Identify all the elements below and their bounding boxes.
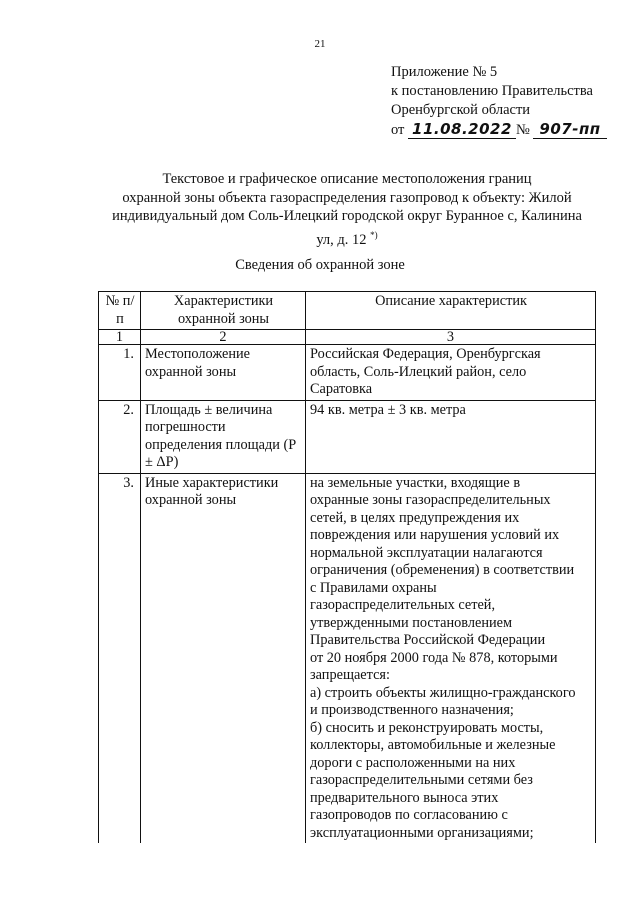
description-line: область, Соль-Илецкий район, село <box>310 363 527 380</box>
description-line: эксплуатационными организациями; <box>310 824 534 841</box>
appendix-date-prefix: от <box>391 122 405 138</box>
appendix-line-3: Оренбургской области <box>391 102 531 118</box>
title-line-3: индивидуальный дом Соль-Илецкий городской округ Буранное с, Калинина <box>112 208 582 224</box>
description-line: а) строить объекты жилищно-гражданского <box>310 684 576 701</box>
title-line-1: Текстовое и графическое описание местоположения границ <box>162 171 532 187</box>
document-title <box>100 170 594 249</box>
row-description <box>306 400 596 473</box>
description-line: дороги с расположенными на них <box>310 754 516 771</box>
description-line: 94 кв. метра ± 3 кв. метра <box>310 401 466 418</box>
table-row <box>99 400 596 473</box>
description-line: коллекторы, автомобильные и железные <box>310 737 556 753</box>
footnote-mark: *) <box>370 229 378 240</box>
row-number: 3. <box>99 473 141 843</box>
description-line: и производственного назначения; <box>310 702 514 718</box>
header-number: № п/п <box>99 292 141 330</box>
index-cell: 2 <box>141 330 306 345</box>
description-line: Российская Федерация, Оренбургская <box>310 346 541 362</box>
table-index-row <box>99 330 596 345</box>
description-line: повреждения или нарушения условий их <box>310 527 560 543</box>
appendix-signature-line <box>391 120 607 140</box>
header-characteristics: Характеристики охранной зоны <box>141 292 306 330</box>
handwritten-number: 907-пп <box>533 120 606 139</box>
description-line: б) сносить и реконструировать мосты, <box>310 719 544 736</box>
row-characteristic: Местоположение охранной зоны <box>141 345 306 401</box>
description-line: от 20 ноября 2000 года № 878, которыми <box>310 649 558 666</box>
description-line: нормальной эксплуатации налагаются <box>310 544 543 561</box>
page-number: 21 <box>314 38 326 50</box>
row-number: 2. <box>99 400 141 473</box>
description-line: сетей, в целях предупреждения их <box>310 509 520 526</box>
appendix-block <box>391 63 607 140</box>
row-description <box>306 345 596 401</box>
row-characteristic: Площадь ± величина погрешности определения площади (P ± ΔP) <box>141 400 306 473</box>
appendix-line-2: к постановлению Правительства <box>391 83 593 99</box>
description-line: предварительного выноса этих <box>310 789 499 806</box>
row-description <box>306 473 596 843</box>
description-line: с Правилами охраны <box>310 579 437 596</box>
description-line: запрещается: <box>310 667 390 683</box>
description-line: Правительства Российской Федерации <box>310 632 546 648</box>
header-description: Описание характеристик <box>306 292 596 330</box>
description-line: на земельные участки, входящие в <box>310 474 521 491</box>
appendix-line-1: Приложение № 5 <box>391 64 498 80</box>
table-header-row <box>99 292 596 330</box>
description-line: газопроводов по согласованию с <box>310 807 508 823</box>
description-line: газораспределительных сетей, <box>310 597 496 613</box>
handwritten-date: 11.08.2022 <box>408 120 516 139</box>
protected-zone-table <box>98 291 596 843</box>
index-cell: 1 <box>99 330 141 345</box>
row-number: 1. <box>99 345 141 401</box>
appendix-number-prefix: № <box>515 122 530 138</box>
title-line-4-wrap <box>100 226 594 249</box>
section-subtitle: Сведения об охранной зоне <box>235 257 405 273</box>
description-line: охранные зоны газораспределительных <box>310 492 551 508</box>
title-line-2: охранной зоны объекта газораспределения газопровод к объекту: Жилой <box>122 189 572 206</box>
row-characteristic: Иные характеристики охранной зоны <box>141 473 306 843</box>
description-line: ограничения (обременения) в соответствии <box>310 562 575 578</box>
title-line-4: ул, д. 12 <box>316 231 367 248</box>
table-row <box>99 473 596 843</box>
index-cell: 3 <box>306 330 596 345</box>
description-line: газораспределительными сетями без <box>310 772 533 788</box>
table-row <box>99 345 596 401</box>
description-line: утвержденными постановлением <box>310 614 513 631</box>
description-line: Саратовка <box>310 381 373 397</box>
